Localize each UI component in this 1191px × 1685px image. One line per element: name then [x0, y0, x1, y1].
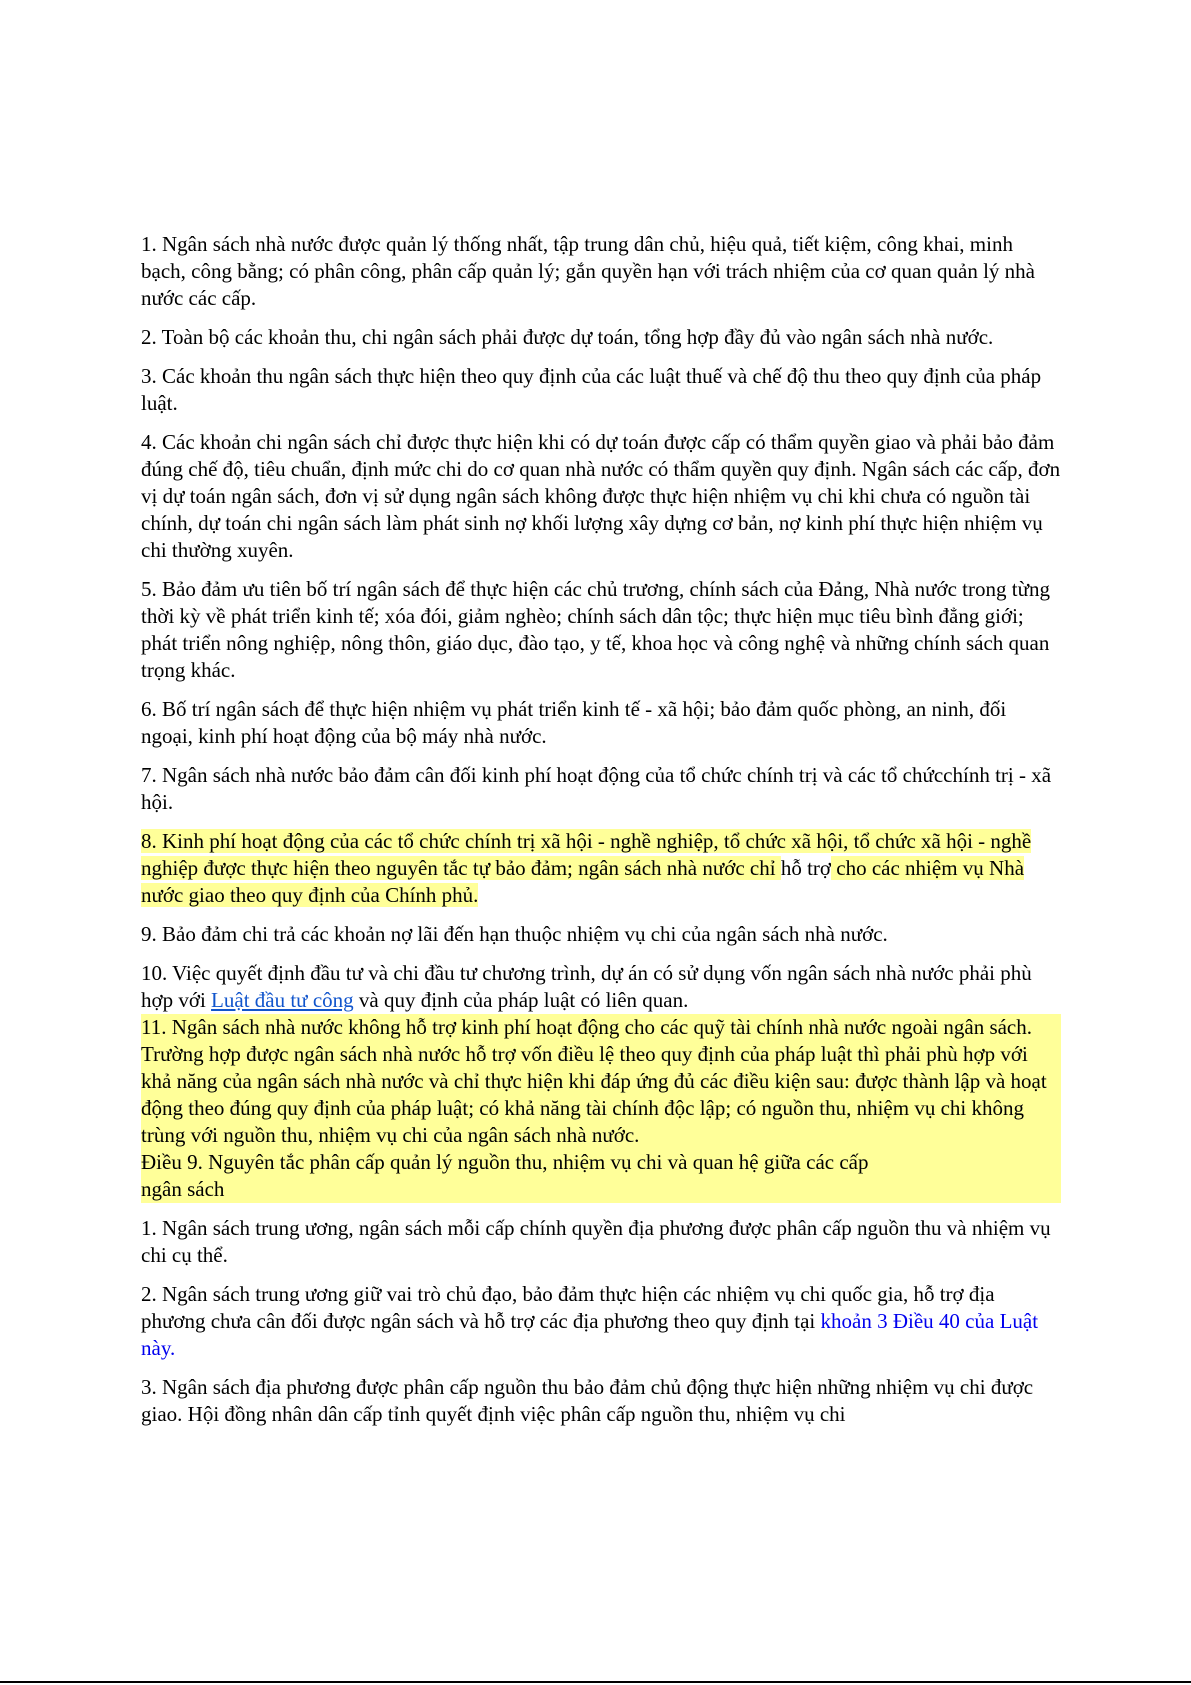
public-investment-law-link[interactable]: Luật đầu tư công [211, 988, 354, 1012]
article-9-clause-2 [141, 1281, 1061, 1362]
article-9-clause-2-text: 2. Ngân sách trung ương giữ vai trò chủ đạo, bảo đảm thực hiện các nhiệm vụ chi quốc gia, hỗ trợ địa phương chưa cân đối được ngân sách và hỗ trợ các địa phương theo quy định tại [141, 1282, 995, 1333]
clause-7: 7. Ngân sách nhà nước bảo đảm cân đối kinh phí hoạt động của tổ chức chính trị và các tổ chứcchính trị - xã hội. [141, 763, 1052, 814]
clause-3: 3. Các khoản thu ngân sách thực hiện theo quy định của các luật thuế và chế độ thu theo quy định của pháp luật. [141, 364, 1042, 415]
clause-8 [141, 828, 1061, 909]
clause-11: 11. Ngân sách nhà nước không hỗ trợ kinh phí hoạt động cho các quỹ tài chính nhà nước ngoài ngân sách. Trường hợp được ngân sách nhà nước hỗ trợ vốn điều lệ theo quy định của pháp luật thì phải phù hợp với khả năng của ngân sách nhà nước và chỉ thực hiện khi đáp ứng đủ các điều kiện sau: được thành lập và hoạt động theo đúng quy định của pháp luật; có khả năng tài chính độc lập; có nguồn thu, nhiệm vụ chi không trùng với nguồn thu, nhiệm vụ chi của ngân sách nhà nước. [141, 1015, 1047, 1147]
clause-5: 5. Bảo đảm ưu tiên bố trí ngân sách để thực hiện các chủ trương, chính sách của Đảng, Nhà nước trong từng thời kỳ về phát triển kinh tế; xóa đói, giảm nghèo; chính sách dân tộc; thực hiện mục tiêu bình đẳng giới; phát triển nông nghiệp, nông thôn, giáo dục, đào tạo, y tế, khoa học và công nghệ và những chính sách quan trọng khác. [141, 577, 1050, 682]
article-9-heading-line-2: ngân sách [141, 1177, 225, 1201]
clause-8-highlight-b: cho các nhiệm vụ Nhà nước giao theo quy định của Chính phủ. [141, 856, 1025, 907]
clause-8-unhighlighted: hỗ trợ [780, 856, 831, 880]
clause-2: 2. Toàn bộ các khoản thu, chi ngân sách phải được dự toán, tổng hợp đầy đủ vào ngân sách nhà nước. [141, 325, 994, 349]
article-40-reference-link[interactable]: khoản 3 Điều 40 của Luật này. [141, 1309, 1039, 1360]
clause-10-text-a: 10. Việc quyết định đầu tư và chi đầu tư chương trình, dự án có sử dụng vốn ngân sách nhà nước phải phù hợp với [141, 961, 1032, 1012]
footer-divider [0, 1681, 1191, 1683]
clause-10-text-b: và quy định của pháp luật có liên quan. [353, 988, 689, 1012]
clause-4: 4. Các khoản chi ngân sách chỉ được thực hiện khi có dự toán được cấp có thẩm quyền giao và phải bảo đảm đúng chế độ, tiêu chuẩn, định mức chi do cơ quan nhà nước có thẩm quyền quy định. Ngân sách các cấp, đơn vị dự toán ngân sách, đơn vị sử dụng ngân sách không được thực hiện nhiệm vụ chi khi chưa có nguồn tài chính, dự toán chi ngân sách làm phát sinh nợ khối lượng xây dựng cơ bản, nợ kinh phí thực hiện nhiệm vụ chi thường xuyên. [141, 430, 1061, 562]
spacer [141, 1203, 1061, 1215]
clause-6: 6. Bố trí ngân sách để thực hiện nhiệm vụ phát triển kinh tế - xã hội; bảo đảm quốc phòng, an ninh, đối ngoại, kinh phí hoạt động của bộ máy nhà nước. [141, 697, 1007, 748]
article-9-clause-1: 1. Ngân sách trung ương, ngân sách mỗi cấp chính quyền địa phương được phân cấp nguồn thu và nhiệm vụ chi cụ thể. [141, 1216, 1051, 1267]
clause-1: 1. Ngân sách nhà nước được quản lý thống nhất, tập trung dân chủ, hiệu quả, tiết kiệm, công khai, minh bạch, công bằng; có phân công, phân cấp quản lý; gắn quyền hạn với trách nhiệm của cơ quan quản lý nhà nước các cấp. [141, 232, 1036, 310]
highlighted-section [141, 1014, 1061, 1203]
clause-10 [141, 960, 1061, 1014]
clause-8-highlight-a: 8. Kinh phí hoạt động của các tổ chức chính trị xã hội - nghề nghiệp, tổ chức xã hội, tổ chức xã hội - nghề nghiệp được thực hiện theo nguyên tắc tự bảo đảm; ngân sách nhà nước chỉ [141, 829, 1032, 880]
article-9-clause-3: 3. Ngân sách địa phương được phân cấp nguồn thu bảo đảm chủ động thực hiện những nhiệm vụ chi được giao. Hội đồng nhân dân cấp tỉnh quyết định việc phân cấp nguồn thu, nhiệm vụ chi [141, 1375, 1034, 1426]
article-9-heading [141, 1149, 951, 1203]
clause-9: 9. Bảo đảm chi trả các khoản nợ lãi đến hạn thuộc nhiệm vụ chi của ngân sách nhà nước. [141, 922, 888, 946]
article-9-heading-line-1: Điều 9. Nguyên tắc phân cấp quản lý nguồn thu, nhiệm vụ chi và quan hệ giữa các cấp [141, 1150, 869, 1174]
document-body [141, 231, 1061, 1440]
